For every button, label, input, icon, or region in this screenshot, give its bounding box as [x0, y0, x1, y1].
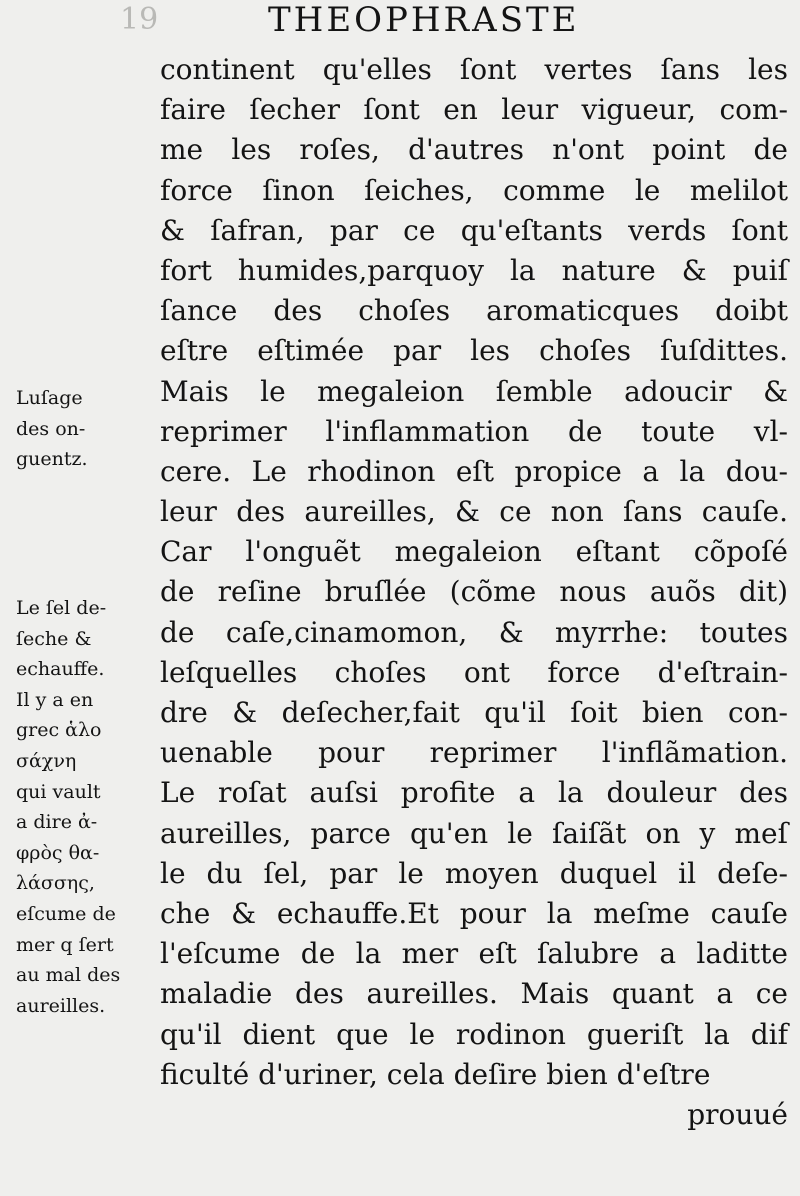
page-folio: 19 — [120, 2, 159, 37]
text-line: Mais le megaleion ſemble adoucir & — [160, 374, 788, 408]
text-line: Le roſat auſsi profite a la douleur des — [160, 776, 788, 810]
margin-line: echauffe. — [16, 658, 105, 681]
text-line: reprimer l'inflammation de toute vl- — [160, 414, 788, 448]
text-line: de reſine bruſlée (cõme nous auõs dit) — [160, 575, 788, 609]
text-line: fort humides,parquoy la nature & puiſ — [160, 253, 788, 287]
margin-line: au mal des — [16, 964, 121, 987]
text-line: le du ſel, par le moyen duquel il deſe- — [160, 856, 788, 890]
text-line: & ſafran, par ce qu'eſtants verds ſont — [160, 213, 788, 247]
text-line: dre & deſecher,fait qu'il ſoit bien con- — [160, 696, 788, 729]
text-line: force ſinon ſeiches, comme le melilot — [160, 173, 788, 207]
text-line: ſance des choſes aromaticques doibt — [160, 294, 788, 328]
margin-line: Il y a en — [16, 688, 94, 711]
main-text-block — [160, 50, 788, 1135]
margin-line: ſeche & — [16, 627, 92, 650]
text-line: ficulté d'uriner, cela deſire bien d'eſtre — [160, 1057, 711, 1091]
margin-line: a dire ἀ- — [16, 811, 98, 834]
text-line: eſtre eſtimée par les choſes ſuſdittes. — [160, 334, 788, 368]
margin-line: λάσσης, — [16, 872, 95, 895]
margin-line: eſcume de — [16, 902, 116, 925]
margin-line: φρὸς θα- — [16, 841, 100, 864]
catchword: prouué — [687, 1097, 788, 1131]
margin-line: mer q ſert — [16, 933, 114, 956]
text-line: leſquelles choſes ont force d'eſtrain- — [160, 655, 788, 689]
margin-line: grec ἁλο — [16, 719, 102, 742]
margin-note-salt — [16, 593, 166, 1021]
text-line: aureilles, parce qu'en le ſaiſãt on y meſ — [160, 816, 788, 850]
text-line: qu'il dient que le rodinon gueriſt la dif — [160, 1017, 788, 1051]
text-line: maladie des aureilles. Mais quant a ce — [160, 977, 788, 1011]
text-line: de caſe,cinamomon, & myrrhe: toutes — [160, 615, 788, 649]
margin-line: qui vault — [16, 780, 101, 803]
text-line: uenable pour reprimer l'inflãmation. — [160, 736, 788, 770]
margin-line: des on- — [16, 417, 86, 440]
running-head: THEOPHRASTE — [268, 0, 580, 40]
margin-line: Le ſel de- — [16, 597, 107, 619]
text-line: l'eſcume de la mer eſt ſalubre a laditte — [160, 937, 788, 971]
margin-note-usage — [16, 383, 166, 475]
text-line: leur des aureilles, & ce non ſans cauſe. — [160, 495, 788, 529]
text-line: me les roſes, d'autres n'ont point de — [160, 133, 788, 167]
text-line: continent qu'elles ſont vertes ſans les — [160, 53, 788, 86]
text-line: faire ſecher ſont en leur vigueur, com- — [160, 93, 788, 127]
margin-line: guentz. — [16, 448, 88, 471]
text-line: cere. Le rhodinon eſt propice a la dou- — [160, 454, 788, 488]
margin-line: σάχνη — [16, 749, 77, 772]
text-line: che & echauffe.Et pour la meſme cauſe — [160, 896, 788, 930]
margin-line: Luſage — [16, 387, 83, 409]
text-line: Car l'onguẽt megaleion eſtant cõpoſé — [160, 535, 788, 569]
margin-line: aureilles. — [16, 994, 106, 1017]
